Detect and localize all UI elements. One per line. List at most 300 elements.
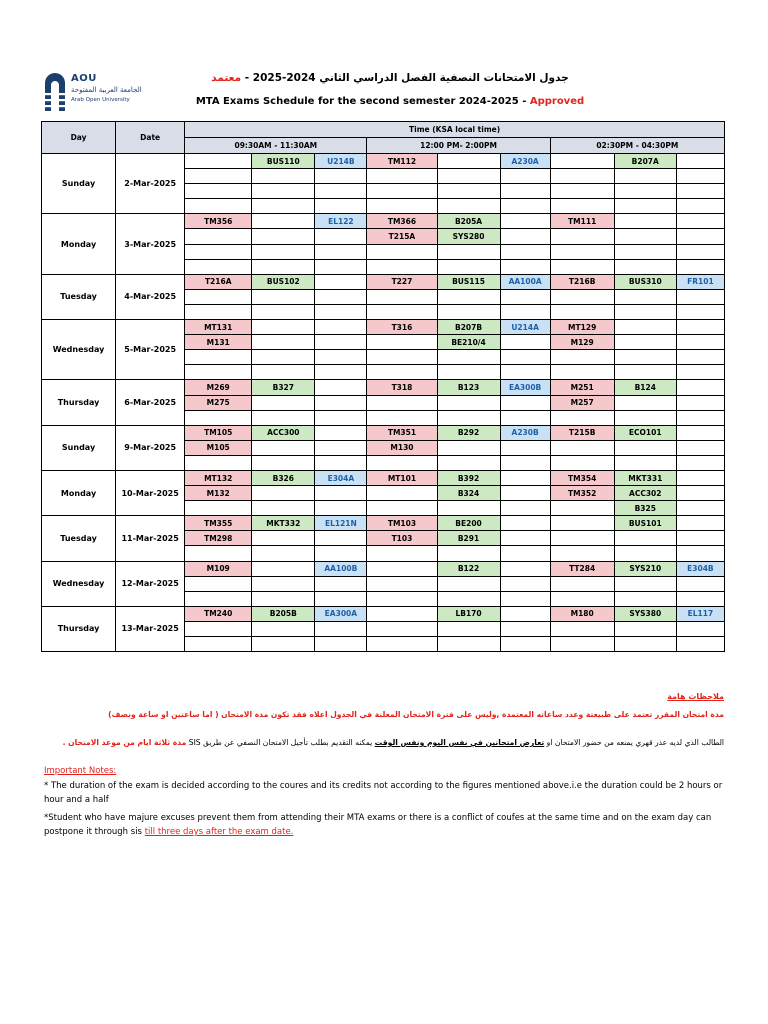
- course-cell: [367, 501, 437, 516]
- course-cell: M251: [550, 380, 614, 395]
- day-cell: Sunday: [42, 154, 116, 214]
- course-cell: [252, 214, 315, 229]
- course-cell: [500, 561, 550, 576]
- course-cell: EL121N: [315, 516, 367, 531]
- course-cell: [500, 440, 550, 455]
- course-cell: [500, 365, 550, 380]
- course-cell: B291: [437, 531, 500, 546]
- course-cell: [614, 637, 676, 652]
- course-cell: [500, 395, 550, 410]
- course-cell: TM111: [550, 214, 614, 229]
- date-cell: 9-Mar-2025: [116, 425, 185, 470]
- date-cell: 2-Mar-2025: [116, 154, 185, 214]
- course-cell: [252, 591, 315, 606]
- course-cell: [550, 410, 614, 425]
- course-cell: [315, 169, 367, 184]
- course-cell: [550, 199, 614, 214]
- course-cell: BUS102: [252, 274, 315, 289]
- course-cell: B325: [614, 501, 676, 516]
- course-cell: [500, 531, 550, 546]
- course-cell: [550, 304, 614, 319]
- date-cell: 10-Mar-2025: [116, 470, 185, 515]
- course-cell: E304B: [676, 561, 724, 576]
- course-cell: [252, 395, 315, 410]
- course-cell: M105: [185, 440, 252, 455]
- course-cell: [676, 154, 724, 169]
- course-cell: MT131: [185, 320, 252, 335]
- course-cell: [315, 621, 367, 636]
- course-cell: [437, 501, 500, 516]
- course-cell: [500, 546, 550, 561]
- course-cell: [676, 546, 724, 561]
- title-ar-main: جدول الامتحانات النصفية الفصل الدراسي الثاني 2024-2025 -: [241, 72, 569, 84]
- course-cell: [315, 289, 367, 304]
- course-cell: [614, 440, 676, 455]
- course-cell: [614, 184, 676, 199]
- course-cell: [315, 425, 367, 440]
- course-cell: M275: [185, 395, 252, 410]
- course-cell: TM112: [367, 154, 437, 169]
- course-cell: BE200: [437, 516, 500, 531]
- course-cell: [437, 591, 500, 606]
- course-cell: [185, 455, 252, 470]
- course-cell: [315, 440, 367, 455]
- course-cell: [315, 274, 367, 289]
- course-cell: B205A: [437, 214, 500, 229]
- course-cell: SYS210: [614, 561, 676, 576]
- course-cell: [676, 380, 724, 395]
- course-cell: [676, 410, 724, 425]
- course-cell: [437, 455, 500, 470]
- course-cell: T103: [367, 531, 437, 546]
- course-cell: [252, 637, 315, 652]
- course-cell: TM366: [367, 214, 437, 229]
- course-cell: [676, 516, 724, 531]
- course-cell: [550, 546, 614, 561]
- course-cell: [315, 576, 367, 591]
- course-cell: M130: [367, 440, 437, 455]
- course-cell: [676, 184, 724, 199]
- course-cell: B123: [437, 380, 500, 395]
- course-cell: [437, 304, 500, 319]
- course-cell: [252, 440, 315, 455]
- date-cell: 5-Mar-2025: [116, 320, 185, 380]
- course-cell: [315, 455, 367, 470]
- course-cell: [367, 199, 437, 214]
- course-cell: [550, 169, 614, 184]
- day-cell: Wednesday: [42, 561, 116, 606]
- notes-ar-line2-a: الطالب الذي لديه عذر قهري يمنعه من حضور الامتحان او: [544, 738, 724, 747]
- course-cell: [315, 531, 367, 546]
- course-cell: M257: [550, 395, 614, 410]
- logo-title: AOU: [71, 73, 97, 84]
- course-cell: [185, 259, 252, 274]
- course-cell: [252, 229, 315, 244]
- course-cell: MT101: [367, 470, 437, 485]
- course-cell: [437, 440, 500, 455]
- col-header-day: Day: [42, 122, 116, 154]
- course-cell: [500, 259, 550, 274]
- course-cell: M269: [185, 380, 252, 395]
- course-cell: [315, 410, 367, 425]
- course-cell: [500, 169, 550, 184]
- course-cell: [252, 410, 315, 425]
- course-cell: TM352: [550, 486, 614, 501]
- course-cell: [500, 350, 550, 365]
- course-cell: [550, 455, 614, 470]
- date-cell: 12-Mar-2025: [116, 561, 185, 606]
- course-cell: [252, 184, 315, 199]
- course-cell: [500, 576, 550, 591]
- course-cell: [367, 335, 437, 350]
- course-cell: MT129: [550, 320, 614, 335]
- course-cell: [500, 501, 550, 516]
- course-cell: T215A: [367, 229, 437, 244]
- schedule-line: [42, 380, 725, 395]
- course-cell: [437, 410, 500, 425]
- course-cell: BUS110: [252, 154, 315, 169]
- date-cell: 3-Mar-2025: [116, 214, 185, 274]
- course-cell: [500, 214, 550, 229]
- course-cell: [614, 199, 676, 214]
- notes-en-heading: Important Notes:: [44, 766, 117, 776]
- schedule-body: [42, 154, 725, 652]
- course-cell: T318: [367, 380, 437, 395]
- course-cell: U214B: [315, 154, 367, 169]
- course-cell: B327: [252, 380, 315, 395]
- schedule-line: [42, 516, 725, 531]
- course-cell: [614, 169, 676, 184]
- course-cell: [550, 229, 614, 244]
- course-cell: [252, 546, 315, 561]
- course-cell: [500, 516, 550, 531]
- course-cell: [315, 259, 367, 274]
- course-cell: [676, 440, 724, 455]
- course-cell: [500, 304, 550, 319]
- course-cell: [185, 229, 252, 244]
- notes-ar-line2: [40, 738, 724, 747]
- course-cell: [550, 440, 614, 455]
- course-cell: TM103: [367, 516, 437, 531]
- course-cell: B205B: [252, 606, 315, 621]
- date-cell: 13-Mar-2025: [116, 606, 185, 651]
- course-cell: [315, 380, 367, 395]
- course-cell: B326: [252, 470, 315, 485]
- course-cell: FR101: [676, 274, 724, 289]
- course-cell: [500, 637, 550, 652]
- date-cell: 11-Mar-2025: [116, 516, 185, 561]
- course-cell: B124: [614, 380, 676, 395]
- course-cell: B392: [437, 470, 500, 485]
- course-cell: [185, 350, 252, 365]
- course-cell: [550, 259, 614, 274]
- schedule-line: [42, 214, 725, 229]
- notes-ar-line2-d: مدة ثلاثة ايام من موعد الامتحان .: [62, 738, 187, 747]
- course-cell: [315, 350, 367, 365]
- course-cell: [367, 576, 437, 591]
- slot-header-morning: 09:30AM - 11:30AM: [185, 138, 367, 154]
- course-cell: [185, 154, 252, 169]
- course-cell: [437, 621, 500, 636]
- course-cell: [252, 350, 315, 365]
- course-cell: [315, 244, 367, 259]
- course-cell: [550, 516, 614, 531]
- course-cell: [185, 184, 252, 199]
- course-cell: BE210/4: [437, 335, 500, 350]
- course-cell: MT132: [185, 470, 252, 485]
- course-cell: AA100A: [500, 274, 550, 289]
- notes-ar-line2-c: يمكنه التقديم بطلب تأجيل الامتحان النصفي عن طريق SIS: [186, 738, 375, 747]
- course-cell: A230A: [500, 154, 550, 169]
- course-cell: [367, 395, 437, 410]
- notes-ar-line2-b: تعارض امتحانين في نفس اليوم ونفس الوقت: [374, 738, 545, 747]
- course-cell: [315, 546, 367, 561]
- course-cell: [185, 169, 252, 184]
- course-cell: [315, 320, 367, 335]
- course-cell: [676, 576, 724, 591]
- course-cell: [614, 350, 676, 365]
- course-cell: [614, 395, 676, 410]
- course-cell: M129: [550, 335, 614, 350]
- aou-logo: [43, 71, 142, 113]
- course-cell: [614, 289, 676, 304]
- course-cell: [437, 154, 500, 169]
- day-cell: Monday: [42, 214, 116, 274]
- course-cell: ACC300: [252, 425, 315, 440]
- course-cell: [614, 410, 676, 425]
- date-cell: 6-Mar-2025: [116, 380, 185, 425]
- course-cell: [614, 621, 676, 636]
- course-cell: [437, 395, 500, 410]
- course-cell: [185, 501, 252, 516]
- schedule-line: [42, 274, 725, 289]
- course-cell: [614, 546, 676, 561]
- course-cell: [614, 335, 676, 350]
- course-cell: TT284: [550, 561, 614, 576]
- day-cell: Tuesday: [42, 516, 116, 561]
- course-cell: U214A: [500, 320, 550, 335]
- course-cell: BUS310: [614, 274, 676, 289]
- course-cell: [367, 486, 437, 501]
- course-cell: M132: [185, 486, 252, 501]
- course-cell: M131: [185, 335, 252, 350]
- course-cell: [367, 365, 437, 380]
- course-cell: [252, 576, 315, 591]
- course-cell: B207B: [437, 320, 500, 335]
- title-ar-status: معتمد: [211, 72, 242, 84]
- schedule-line: [42, 470, 725, 485]
- course-cell: [367, 637, 437, 652]
- course-cell: B207A: [614, 154, 676, 169]
- course-cell: AA100B: [315, 561, 367, 576]
- course-cell: A230B: [500, 425, 550, 440]
- course-cell: E304A: [315, 470, 367, 485]
- course-cell: [500, 184, 550, 199]
- col-header-time: Time (KSA local time): [185, 122, 725, 138]
- course-cell: TM351: [367, 425, 437, 440]
- course-cell: [252, 169, 315, 184]
- course-cell: B122: [437, 561, 500, 576]
- course-cell: MKT332: [252, 516, 315, 531]
- course-cell: [315, 486, 367, 501]
- course-cell: [676, 425, 724, 440]
- logo-arabic-name: الجامعة العربية المفتوحة: [71, 86, 142, 94]
- course-cell: [367, 455, 437, 470]
- course-cell: [185, 304, 252, 319]
- course-cell: [550, 350, 614, 365]
- course-cell: [315, 591, 367, 606]
- course-cell: [676, 350, 724, 365]
- course-cell: [500, 621, 550, 636]
- course-cell: [252, 501, 315, 516]
- course-cell: [315, 184, 367, 199]
- course-cell: [676, 199, 724, 214]
- course-cell: EA300B: [500, 380, 550, 395]
- course-cell: [437, 259, 500, 274]
- course-cell: [315, 199, 367, 214]
- course-cell: [676, 591, 724, 606]
- course-cell: [252, 259, 315, 274]
- course-cell: [185, 289, 252, 304]
- day-cell: Tuesday: [42, 274, 116, 319]
- course-cell: SYS280: [437, 229, 500, 244]
- course-cell: [252, 561, 315, 576]
- schedule-line: [42, 320, 725, 335]
- day-cell: Wednesday: [42, 320, 116, 380]
- course-cell: [614, 591, 676, 606]
- course-cell: [676, 531, 724, 546]
- course-cell: [367, 304, 437, 319]
- day-cell: Monday: [42, 470, 116, 515]
- course-cell: [614, 304, 676, 319]
- notes-en-note1: * The duration of the exam is decided according to the coures and its credits not according to the figures mentioned above.i.e the duration could be 2 hours or hour and a half: [44, 781, 723, 805]
- course-cell: [676, 621, 724, 636]
- course-cell: [185, 244, 252, 259]
- course-cell: [676, 501, 724, 516]
- course-cell: [437, 637, 500, 652]
- logo-english-name: Arab Open University: [71, 97, 130, 103]
- course-cell: [252, 304, 315, 319]
- day-cell: Thursday: [42, 606, 116, 651]
- course-cell: [676, 244, 724, 259]
- schedule-line: [42, 425, 725, 440]
- course-cell: [367, 350, 437, 365]
- course-cell: [185, 637, 252, 652]
- course-cell: [550, 576, 614, 591]
- course-cell: [437, 365, 500, 380]
- course-cell: [550, 244, 614, 259]
- course-cell: [367, 591, 437, 606]
- course-cell: [315, 395, 367, 410]
- course-cell: [252, 320, 315, 335]
- course-cell: [185, 546, 252, 561]
- course-cell: EA300A: [315, 606, 367, 621]
- notes-ar-heading-text: ملاحظات هامة: [667, 692, 724, 701]
- course-cell: [315, 229, 367, 244]
- course-cell: ACC302: [614, 486, 676, 501]
- course-cell: [550, 365, 614, 380]
- course-cell: [676, 229, 724, 244]
- course-cell: [676, 169, 724, 184]
- course-cell: TM356: [185, 214, 252, 229]
- course-cell: [500, 229, 550, 244]
- course-cell: [500, 244, 550, 259]
- course-cell: [500, 410, 550, 425]
- col-header-date: Date: [116, 122, 185, 154]
- course-cell: [185, 199, 252, 214]
- course-cell: [676, 365, 724, 380]
- schedule-line: [42, 154, 725, 169]
- exam-schedule-table: [41, 121, 725, 652]
- course-cell: [676, 470, 724, 485]
- date-cell: 4-Mar-2025: [116, 274, 185, 319]
- course-cell: [367, 259, 437, 274]
- course-cell: [676, 455, 724, 470]
- course-cell: BUS115: [437, 274, 500, 289]
- course-cell: [437, 576, 500, 591]
- course-cell: [500, 335, 550, 350]
- course-cell: [550, 531, 614, 546]
- course-cell: [315, 365, 367, 380]
- course-cell: [676, 395, 724, 410]
- course-cell: T216A: [185, 274, 252, 289]
- course-cell: [252, 621, 315, 636]
- course-cell: [252, 486, 315, 501]
- course-cell: SYS380: [614, 606, 676, 621]
- course-cell: [367, 289, 437, 304]
- course-cell: [676, 214, 724, 229]
- day-cell: Sunday: [42, 425, 116, 470]
- course-cell: [676, 637, 724, 652]
- notes-en-note2-a: *Student who have majure excuses prevent them from attending their MTA exams or there is a conflict of coufes at the same time and on the exam day can postpone it through sis: [44, 813, 712, 837]
- course-cell: T227: [367, 274, 437, 289]
- course-cell: [315, 501, 367, 516]
- course-cell: T215B: [550, 425, 614, 440]
- course-cell: TM354: [550, 470, 614, 485]
- course-cell: [500, 199, 550, 214]
- page-title-english: [150, 96, 630, 107]
- schedule-line: [42, 606, 725, 621]
- course-cell: [437, 546, 500, 561]
- notes-ar-line1: مدة امتحان المقرر تعتمد على طبيعتة وعدد ساعاته المعتمدة ,وليس على فترة الامتحان المعلنة في الجدول اعلاه فقد تكون مدة الامتحان ( اما ساعتين او ساعة ونصف): [108, 710, 724, 719]
- title-en-status: Approved: [529, 96, 585, 107]
- course-cell: [185, 410, 252, 425]
- course-cell: [367, 546, 437, 561]
- course-cell: EL122: [315, 214, 367, 229]
- course-cell: [437, 169, 500, 184]
- course-cell: [437, 350, 500, 365]
- course-cell: [614, 576, 676, 591]
- course-cell: [252, 365, 315, 380]
- course-cell: [367, 169, 437, 184]
- course-cell: [367, 184, 437, 199]
- course-cell: [185, 576, 252, 591]
- course-cell: [252, 335, 315, 350]
- slot-header-noon: 12:00 PM- 2:00PM: [367, 138, 550, 154]
- course-cell: [252, 455, 315, 470]
- course-cell: LB170: [437, 606, 500, 621]
- notes-ar-heading: [40, 692, 724, 701]
- course-cell: [315, 304, 367, 319]
- course-cell: [676, 486, 724, 501]
- course-cell: [367, 606, 437, 621]
- course-cell: [550, 621, 614, 636]
- course-cell: [252, 244, 315, 259]
- course-cell: [614, 365, 676, 380]
- page-title-arabic: [150, 72, 630, 84]
- course-cell: [676, 289, 724, 304]
- course-cell: [676, 320, 724, 335]
